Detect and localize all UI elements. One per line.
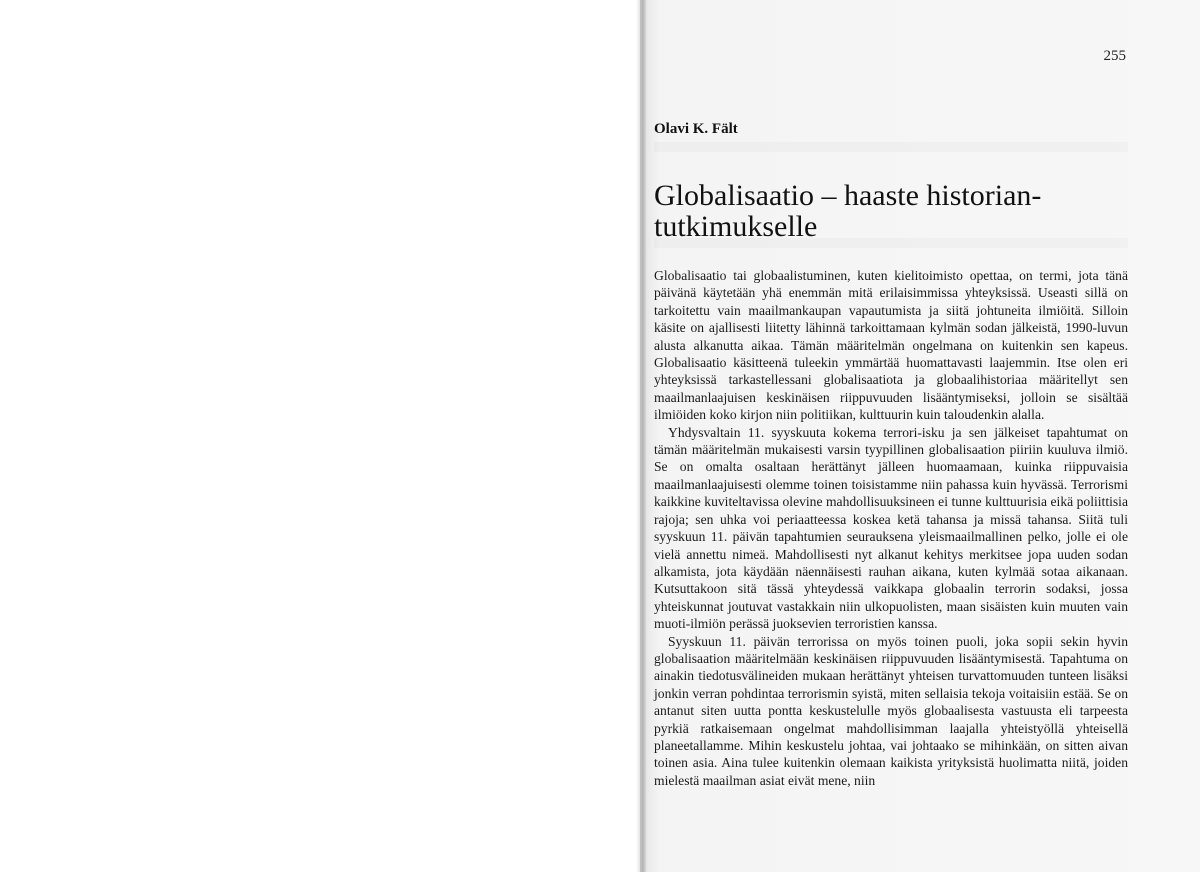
paragraph-1: Globalisaatio tai globaalistuminen, kuten kielitoimisto opettaa, on termi, jota tänä päivänä käytetään yhä enemmän mitä erilaisimmissa yhteyksissä. Useasti sillä on tarkoitettu vain maailmankaupan vapautumista ja siitä johtuneita ilmiöitä. Silloin käsite on ajallisesti liitetty lähinnä tarkoittamaan kylmän sodan jälkeistä, 1990-luvun alusta alkanutta aikaa. Tämän määritelmän ongelmana on kuitenkin sen kapeus. Globalisaatio käsitteenä tuleekin ymmärtää huomattavasti laajemmin. Itse olen eri yhteyksissä tarkastellessani globalisaatiota ja globaalihistoriaa määritellyt sen maailmanlaajuisen keskinäisen riippuvuuden lisääntymiseksi, jolloin se sisältää ilmiöiden koko kirjon niin politiikan, kulttuurin kuin taloudenkin alalla. bbox=[654, 268, 1128, 423]
show-through-band bbox=[654, 142, 1128, 152]
page-number: 255 bbox=[1103, 48, 1126, 64]
article-title: Globalisaatio – haaste historian-tutkimukselle bbox=[654, 179, 1042, 243]
article-body bbox=[654, 267, 1128, 789]
article-author: Olavi K. Fält bbox=[654, 121, 738, 137]
paragraph-3: Syyskuun 11. päivän terrorissa on myös toinen puoli, joka sopii sekin hyvin globalisaation määritelmään keskinäisen riippuvuuden lisääntymisestä. Tapahtuma on ainakin tiedotusvälineiden mukaan herättänyt yhteisen turvattomuuden tunteen lisäksi jonkin verran pohdintaa terrorismin syistä, miten sellaisia tekoja voitaisiin estää. Se on antanut siten uutta pontta keskustelulle myös globaalisesta vastuusta eli tarpeesta pyrkiä ratkaisemaan ongelmat mahdollisimman laajalla yhteistyöllä yhteisellä planeetallamme. Mihin keskustelu johtaa, vai johtaako se mihinkään, on sitten aivan toinen asia. Aina tulee kuitenkin olemaan kaikista yrityksistä huolimatta niitä, joiden mielestä maailman asiat eivät mene, niin bbox=[654, 633, 1128, 788]
book-gutter-shadow bbox=[636, 0, 646, 872]
paragraph-2: Yhdysvaltain 11. syyskuuta kokema terrori-isku ja sen jälkeiset tapahtumat on tämän määritelmän mukaisesti varsin tyypillinen globalisaation piiriin kuuluva ilmiö. Se on omalta osaltaan herättänyt jälleen huomaamaan, kuinka riippuvaisia maailmanlaajuisesti olemme toinen toisistamme niin pahassa kuin hyvässä. Terrorismi kaikkine kuviteltavissa olevine mahdollisuuksineen ei tunne kulttuurisia eikä poliittisia rajoja; sen uhka voi periaatteessa koskea ketä tahansa ja missä tahansa. Siitä tuli syyskuun 11. päivän tapahtumien seurauksena yleismaailmallinen pelko, jolle ei ole vielä annettu nimeä. Mahdollisesti nyt alkanut kehitys merkitsee jopa uuden sodan alkamista, jota käydään näennäisesti rauhan aikana, kuten kylmää sotaa aikanaan. Kutsuttakoon sitä tässä yhteydessä vaikkapa globaalin terrorin sodaksi, jossa yhteiskunnat joutuvat vastakkain niin ulkopuolisten, maan sisäisten kuin muuten vain muoti-ilmiön perässä juoksevien terroristien kanssa. bbox=[654, 424, 1128, 632]
right-page bbox=[640, 0, 1200, 872]
